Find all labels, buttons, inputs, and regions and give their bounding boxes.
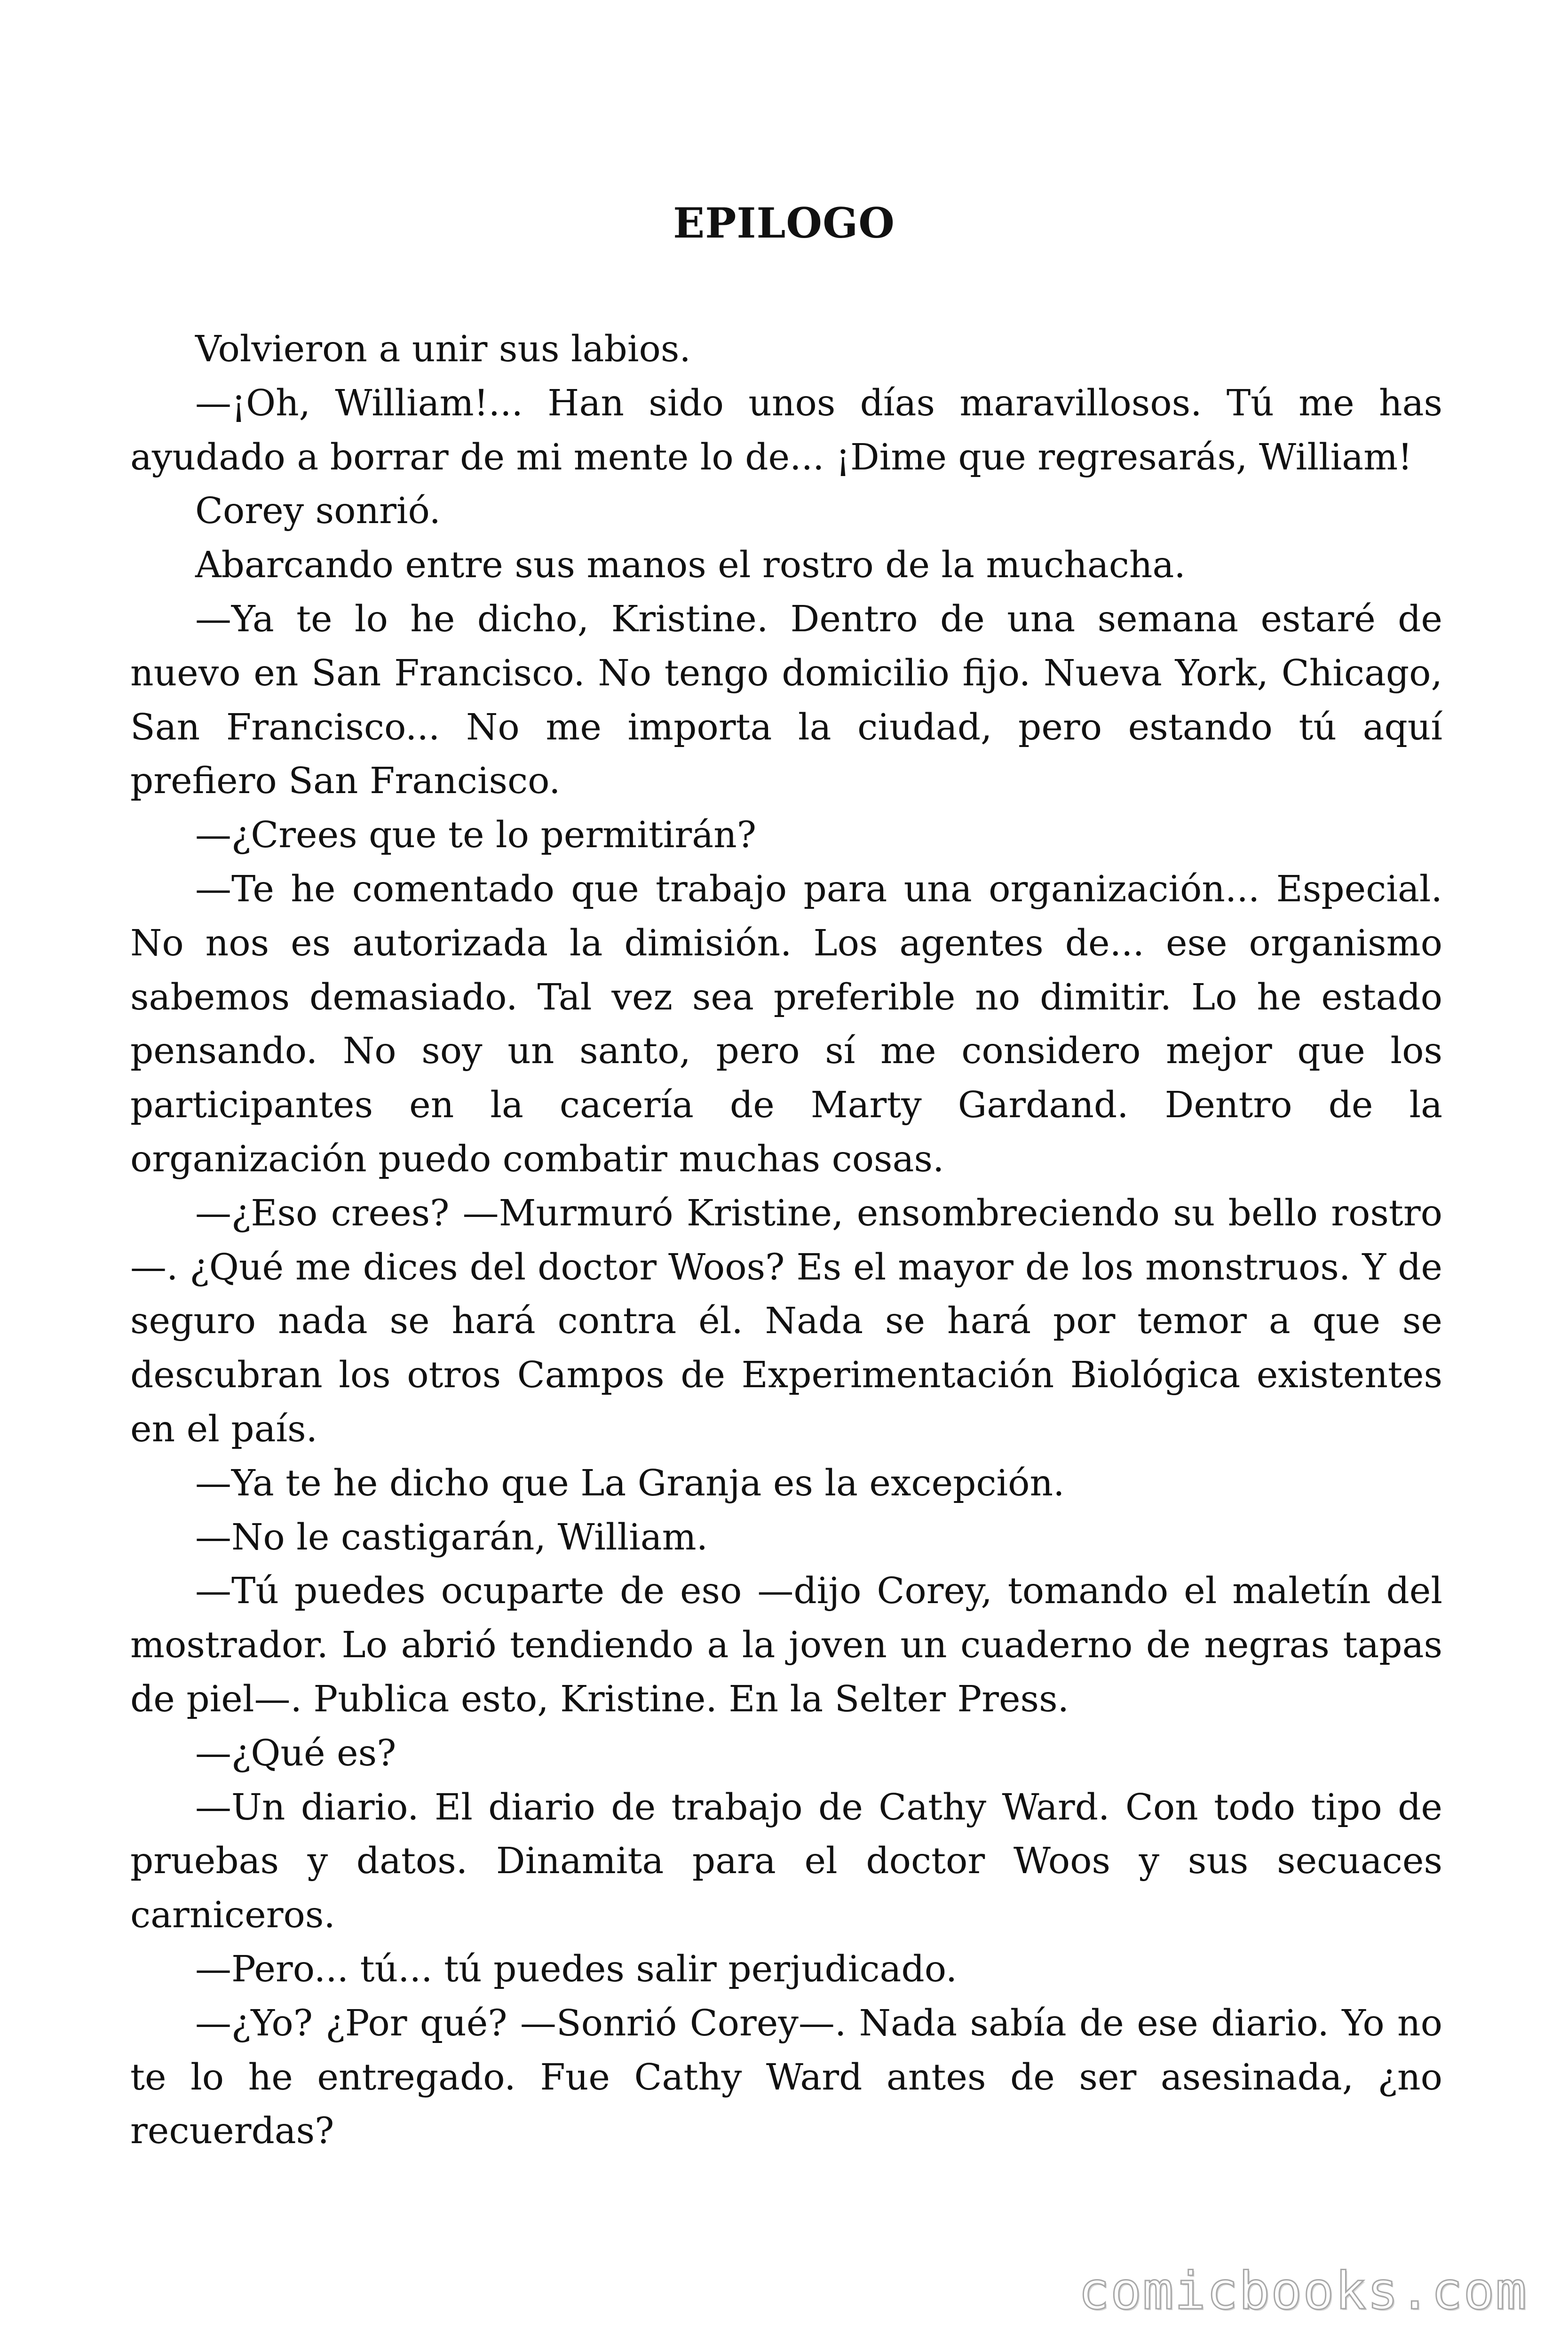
paragraph: —No le castigarán, William.	[195, 1516, 708, 1558]
watermark-text: comicbooks.com	[1078, 2261, 1528, 2321]
paragraph: —¿Eso crees? —Murmuró Kristine, ensombreciendo su bello rostro—. ¿Qué me dices del doctor Woos? Es el mayor de los monstruos. Y de seguro nada se hará contra él. Nada se hará por temor a que se descubran los otros Campos de Experimentación Biológica existentes en el país.	[130, 1192, 1442, 1450]
paragraph: —Un diario. El diario de trabajo de Cathy Ward. Con todo tipo de pruebas y datos. Dinamita para el doctor Woos y sus secuaces carniceros.	[130, 1786, 1442, 1937]
paragraph: Volvieron a unir sus labios.	[195, 328, 691, 370]
paragraph: —¿Crees que te lo permitirán?	[195, 814, 756, 857]
paragraph: —¿Qué es?	[195, 1732, 396, 1774]
paragraph: —¡Oh, William!... Han sido unos días maravillosos. Tú me has ayudado a borrar de mi mente lo de... ¡Dime que regresarás, William!	[130, 382, 1442, 478]
chapter-title: EPILOGO	[673, 198, 895, 247]
paragraph: —Ya te lo he dicho, Kristine. Dentro de una semana estaré de nuevo en San Francisco. No tengo domicilio fijo. Nueva York, Chicago, San Francisco... No me importa la ciudad, pero estando tú aquí prefiero San Francisco.	[130, 598, 1442, 803]
paragraph: —¿Yo? ¿Por qué? —Sonrió Corey—. Nada sabía de ese diario. Yo no te lo he entregado. Fue Cathy Ward antes de ser asesinada, ¿no recuerdas?	[130, 2002, 1442, 2153]
paragraph: Corey sonrió.	[195, 490, 441, 532]
paragraph: —Te he comentado que trabajo para una organización... Especial. No nos es autorizada la dimisión. Los agentes de... ese organismo sabemos demasiado. Tal vez sea preferible no dimitir. Lo he estado pensando. No soy un santo, pero sí me considero mejor que los participantes en la cacería de Marty Gardand. Dentro de la organización puedo combatir muchas cosas.	[130, 868, 1442, 1180]
chapter-body	[130, 323, 1442, 2159]
paragraph: —Tú puedes ocuparte de eso —dijo Corey, tomando el maletín del mostrador. Lo abrió tendiendo a la joven un cuaderno de negras tapas de piel—. Publica esto, Kristine. En la Selter Press.	[130, 1570, 1442, 1720]
paragraph: Abarcando entre sus manos el rostro de la muchacha.	[195, 544, 1186, 587]
paragraph: —Ya te he dicho que La Granja es la excepción.	[195, 1462, 1065, 1504]
paragraph: —Pero... tú... tú puedes salir perjudicado.	[195, 1948, 958, 1990]
